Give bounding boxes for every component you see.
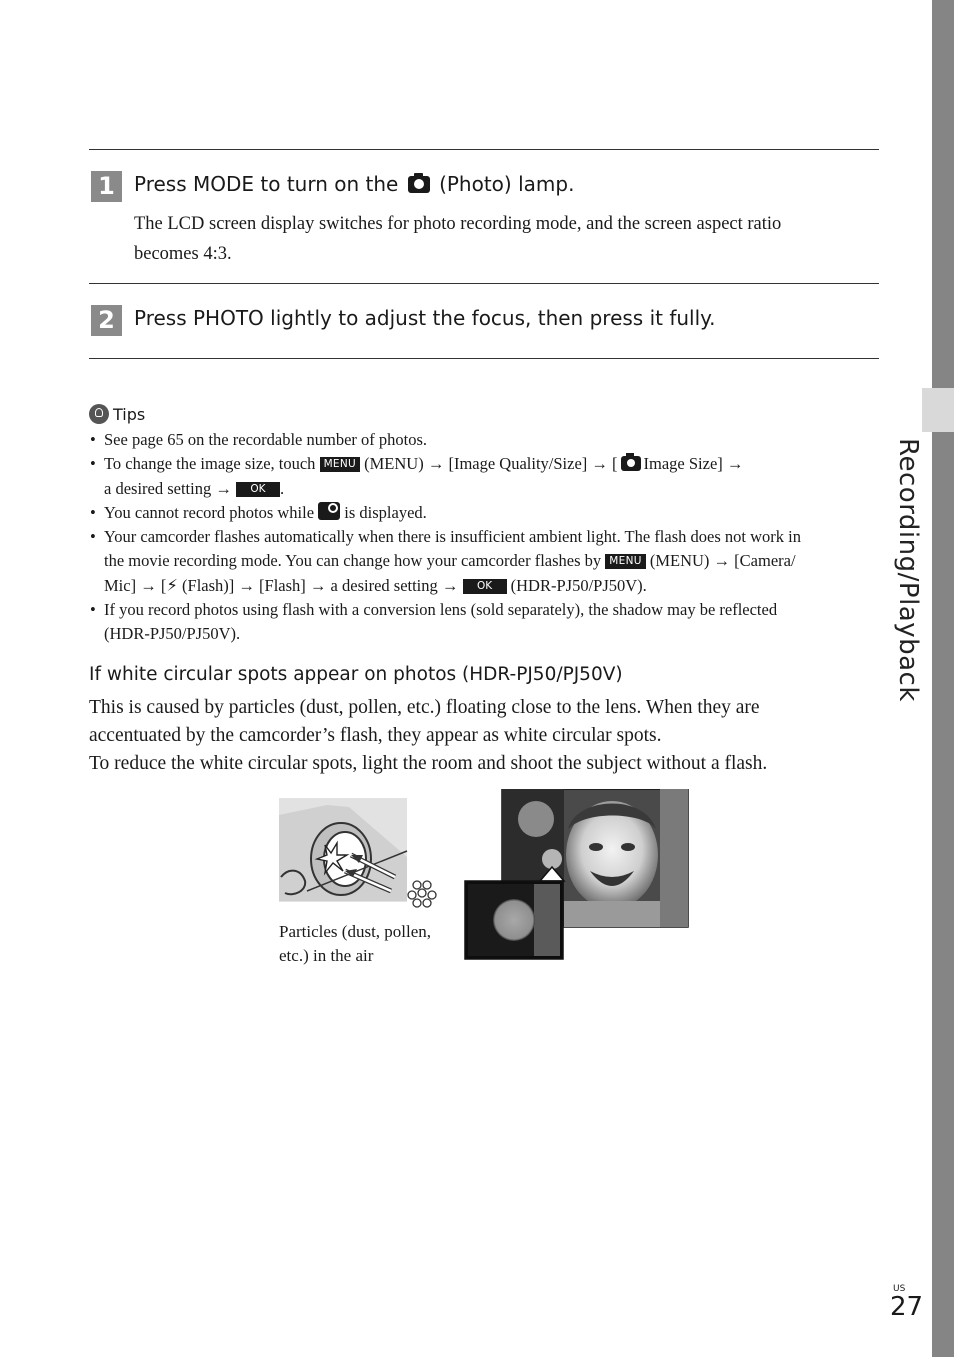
step-1-title xyxy=(134,172,574,196)
tip-text: [Image Quality/Size] xyxy=(448,454,588,474)
tip-text: (HDR-PJ50/PJ50V). xyxy=(510,575,647,595)
menu-button-icon: MENU xyxy=(605,554,645,569)
tips-list xyxy=(89,428,879,647)
arrow-icon: → xyxy=(713,551,731,571)
tip-text: (Flash)] xyxy=(182,575,235,595)
divider-bottom xyxy=(89,358,879,359)
section-side-tab xyxy=(922,388,954,432)
step-1-title-suffix: (Photo) lamp. xyxy=(439,172,575,196)
subsection-heading: If white circular spots appear on photos (HDR-PJ50/PJ50V) xyxy=(89,664,623,685)
tip-item xyxy=(89,525,879,598)
arrow-icon: → xyxy=(238,575,255,595)
arrow-icon: → xyxy=(140,575,157,595)
tip-text: To change the image size, touch xyxy=(104,454,316,474)
camera-shake-icon xyxy=(318,502,340,520)
arrow-icon: → xyxy=(309,575,327,595)
tip-text: [ xyxy=(612,454,618,474)
tips-heading-text: Tips xyxy=(113,405,146,424)
page-number: 27 xyxy=(890,1292,924,1322)
caption-line: etc.) in the air xyxy=(279,945,374,965)
step-1-title-text: Press MODE to turn on the xyxy=(134,172,399,196)
menu-button-icon: MENU xyxy=(320,457,360,472)
subsection-body xyxy=(89,694,879,778)
flash-icon: ⚡ xyxy=(166,575,178,595)
tip-text: (MENU) xyxy=(649,551,710,571)
arrow-icon: → xyxy=(726,454,744,474)
camera-icon xyxy=(621,456,641,471)
figure-caption xyxy=(279,920,469,967)
ok-button-icon: OK xyxy=(463,579,507,594)
tip-item xyxy=(89,501,879,525)
arrow-icon: → xyxy=(427,454,445,474)
step-1-body-line: becomes 4:3. xyxy=(134,244,232,264)
photo-illustration xyxy=(464,789,690,966)
tip-text: . xyxy=(279,478,285,498)
body-line: This is caused by particles (dust, pollen, etc.) floating close to the lens. When they are xyxy=(89,697,760,718)
ok-button-icon: OK xyxy=(236,482,280,497)
arrow-icon: → xyxy=(591,454,608,474)
arrow-icon: → xyxy=(441,575,459,595)
step-2-title: Press PHOTO lightly to adjust the focus, then press it fully. xyxy=(134,306,716,330)
tips-heading xyxy=(89,404,145,424)
tip-item xyxy=(89,428,879,452)
tip-text: [Flash] xyxy=(259,575,306,595)
tip-text: a desired setting xyxy=(330,575,438,595)
tip-text: (MENU) xyxy=(364,454,424,474)
arrow-icon: → xyxy=(215,478,232,498)
step-2-number: 2 xyxy=(91,305,122,336)
camcorder-illustration xyxy=(279,797,439,917)
step-1-body xyxy=(134,209,874,269)
divider-top xyxy=(89,149,879,150)
tip-text: the movie recording mode. You can change how your camcorder flashes by xyxy=(104,551,602,571)
body-line: accentuated by the camcorder’s flash, they appear as white circular spots. xyxy=(89,725,662,746)
body-line: To reduce the white circular spots, light the room and shoot the subject without a flash. xyxy=(89,753,768,774)
tip-text: (HDR-PJ50/PJ50V). xyxy=(104,624,241,644)
tip-text: Mic] xyxy=(104,575,137,595)
step-1-number: 1 xyxy=(91,171,122,202)
divider-step-2 xyxy=(89,283,879,284)
tip-text: If you record photos using flash with a conversion lens (sold separately), the shadow may be reflected xyxy=(104,600,778,620)
camera-icon xyxy=(408,176,430,193)
tip-text: a desired setting xyxy=(104,478,212,498)
step-1-body-line: The LCD screen display switches for photo recording mode, and the screen aspect ratio xyxy=(134,214,782,234)
tip-text: [Camera/ xyxy=(734,551,796,571)
tip-text: See page 65 on the recordable number of photos. xyxy=(104,430,428,449)
caption-line: Particles (dust, pollen, xyxy=(279,922,432,941)
page-region-code: US xyxy=(893,1284,906,1294)
tip-text: [ xyxy=(160,575,167,595)
tip-text: Your camcorder flashes automatically when there is insufficient ambient light. The flash does not work in xyxy=(104,527,801,547)
section-label-text: Recording/Playback xyxy=(893,438,923,702)
lightbulb-icon xyxy=(89,404,109,424)
section-side-bar xyxy=(932,0,954,1357)
tip-item xyxy=(89,598,879,647)
tip-item xyxy=(89,452,879,501)
tip-text: Image Size] xyxy=(643,454,723,474)
tip-text: You cannot record photos while xyxy=(104,502,315,522)
tip-text: is displayed. xyxy=(344,502,427,522)
